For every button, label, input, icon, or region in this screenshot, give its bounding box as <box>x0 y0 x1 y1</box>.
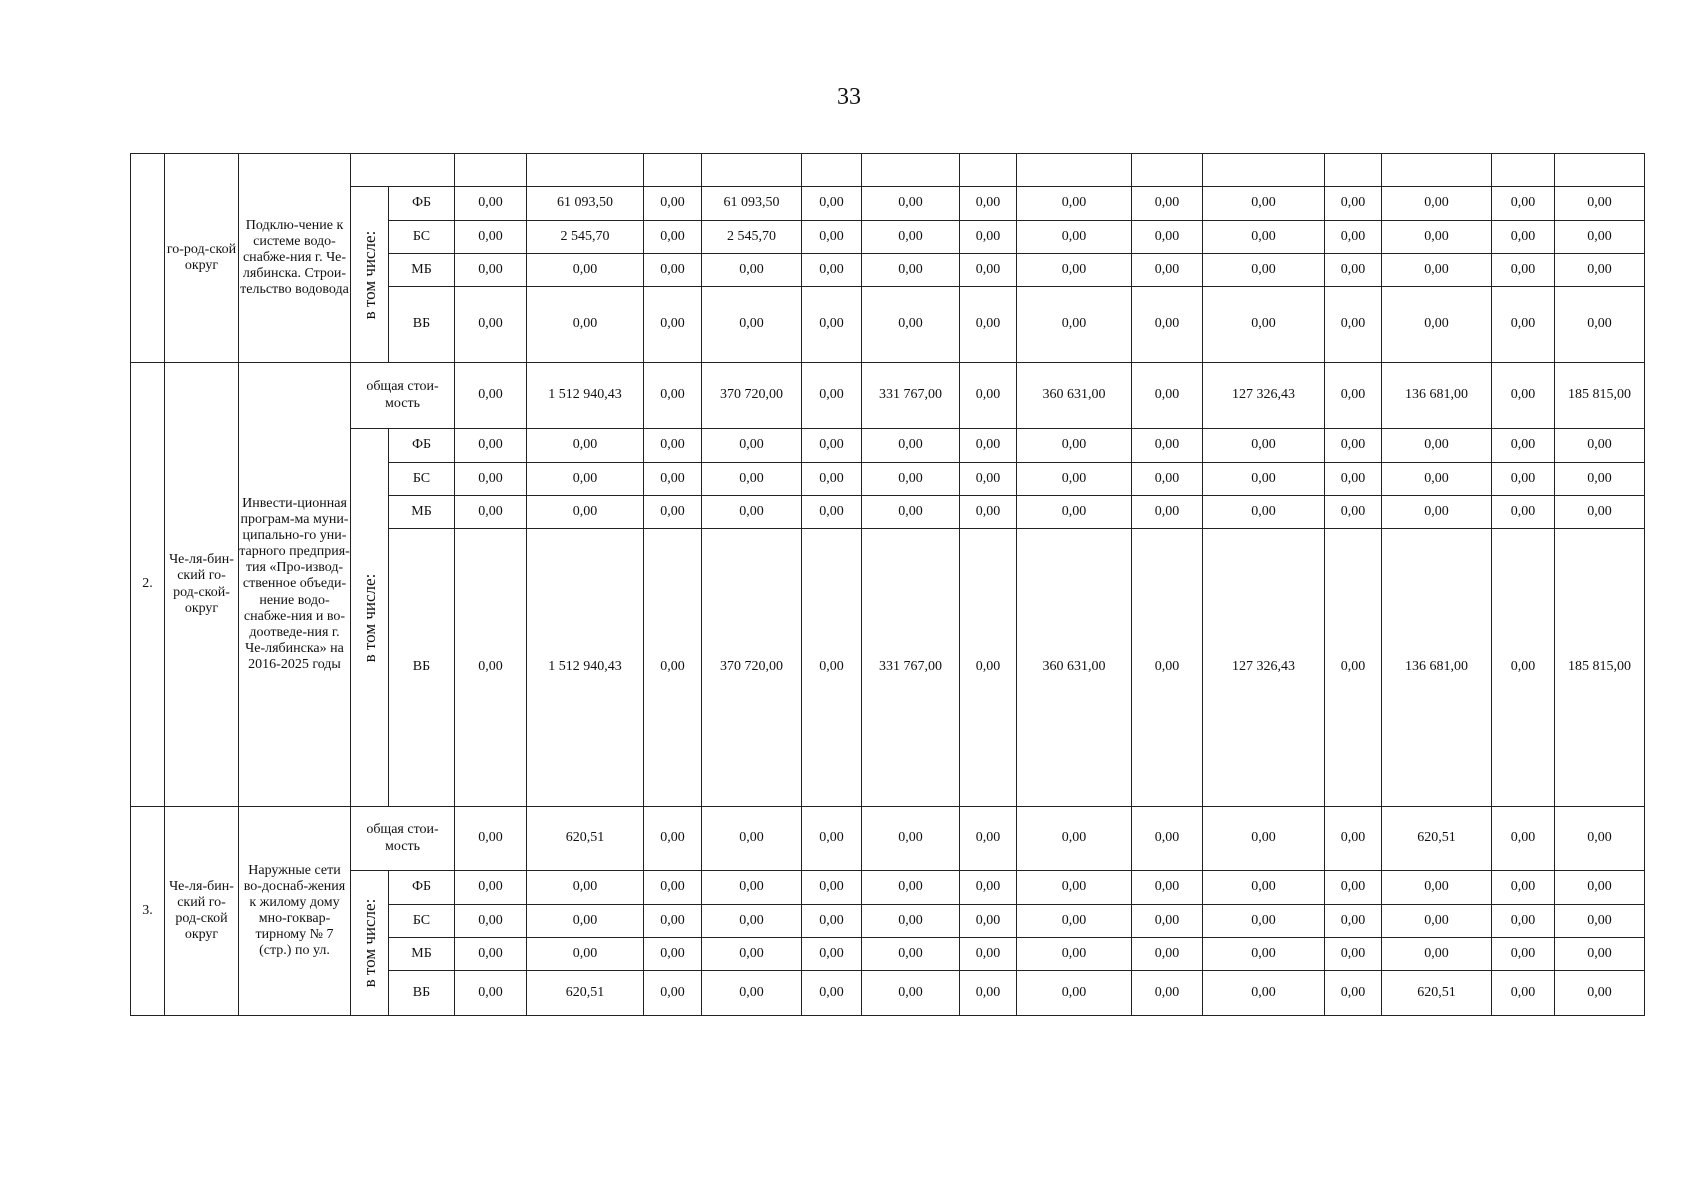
value-cell: 0,00 <box>1492 871 1555 905</box>
value-cell: 360 631,00 <box>1017 529 1132 807</box>
value-cell: 0,00 <box>1203 429 1325 463</box>
value-cell: 0,00 <box>1325 187 1382 221</box>
value-cell: 0,00 <box>802 807 862 871</box>
funding-source-code: ФБ <box>389 871 455 905</box>
value-cell: 0,00 <box>802 429 862 463</box>
value-cell: 0,00 <box>960 938 1017 971</box>
value-cell: 0,00 <box>455 807 527 871</box>
value-cell: 0,00 <box>1382 463 1492 496</box>
value-cell: 0,00 <box>960 807 1017 871</box>
value-cell: 0,00 <box>802 971 862 1016</box>
including-label-cell <box>351 187 389 363</box>
funding-source-code: ФБ <box>389 429 455 463</box>
value-cell: 620,51 <box>1382 971 1492 1016</box>
value-cell: 0,00 <box>862 871 960 905</box>
value-cell: 0,00 <box>960 529 1017 807</box>
value-cell: 0,00 <box>960 363 1017 429</box>
value-cell: 0,00 <box>1017 496 1132 529</box>
value-cell: 0,00 <box>960 871 1017 905</box>
funding-source-code: МБ <box>389 496 455 529</box>
funding-source-code: ФБ <box>389 187 455 221</box>
value-cell: 0,00 <box>960 496 1017 529</box>
value-cell: 0,00 <box>702 429 802 463</box>
value-cell: 0,00 <box>862 221 960 254</box>
row-number: 2. <box>131 363 165 807</box>
value-cell: 0,00 <box>862 254 960 287</box>
value-cell: 0,00 <box>1017 938 1132 971</box>
value-cell: 0,00 <box>1492 429 1555 463</box>
value-cell: 0,00 <box>1555 871 1645 905</box>
value-cell: 185 815,00 <box>1555 529 1645 807</box>
funding-source-code: БС <box>389 221 455 254</box>
table-row <box>131 429 1645 463</box>
value-cell: 0,00 <box>1203 287 1325 363</box>
value-cell: 0,00 <box>1017 807 1132 871</box>
value-cell: 0,00 <box>802 463 862 496</box>
value-cell: 0,00 <box>1382 871 1492 905</box>
value-cell: 0,00 <box>1382 287 1492 363</box>
value-cell: 2 545,70 <box>527 221 644 254</box>
including-label-cell <box>351 429 389 807</box>
value-cell: 0,00 <box>455 429 527 463</box>
value-cell: 0,00 <box>960 221 1017 254</box>
empty-cell <box>862 154 960 187</box>
value-cell: 0,00 <box>1203 905 1325 938</box>
including-label-cell <box>351 871 389 1016</box>
value-cell: 0,00 <box>1017 905 1132 938</box>
including-label: в том числе: <box>359 898 379 988</box>
value-cell: 0,00 <box>702 938 802 971</box>
value-cell: 0,00 <box>1492 971 1555 1016</box>
value-cell: 0,00 <box>1555 187 1645 221</box>
funding-source-code: ВБ <box>389 529 455 807</box>
value-cell: 0,00 <box>702 496 802 529</box>
value-cell: 0,00 <box>1555 429 1645 463</box>
empty-cell <box>527 154 644 187</box>
value-cell: 0,00 <box>1492 221 1555 254</box>
empty-cell <box>1325 154 1382 187</box>
value-cell: 0,00 <box>1325 429 1382 463</box>
value-cell: 0,00 <box>1382 905 1492 938</box>
value-cell: 0,00 <box>644 529 702 807</box>
value-cell: 0,00 <box>1132 496 1203 529</box>
value-cell: 0,00 <box>802 938 862 971</box>
empty-cell <box>351 154 455 187</box>
empty-cell <box>1555 154 1645 187</box>
value-cell: 0,00 <box>1492 938 1555 971</box>
value-cell: 0,00 <box>1492 287 1555 363</box>
value-cell: 0,00 <box>702 871 802 905</box>
value-cell: 0,00 <box>644 254 702 287</box>
table-row <box>131 187 1645 221</box>
table-row <box>131 363 1645 429</box>
value-cell: 0,00 <box>802 221 862 254</box>
value-cell: 0,00 <box>960 254 1017 287</box>
value-cell: 0,00 <box>1132 254 1203 287</box>
value-cell: 127 326,43 <box>1203 529 1325 807</box>
table-row <box>131 807 1645 871</box>
value-cell: 0,00 <box>1492 463 1555 496</box>
value-cell: 0,00 <box>644 187 702 221</box>
value-cell: 0,00 <box>862 187 960 221</box>
value-cell: 620,51 <box>1382 807 1492 871</box>
municipality-cell: Че-ля-бин-ский го-род-ской округ <box>165 807 239 1016</box>
value-cell: 0,00 <box>1325 496 1382 529</box>
value-cell: 0,00 <box>1555 971 1645 1016</box>
value-cell: 620,51 <box>527 807 644 871</box>
value-cell: 370 720,00 <box>702 363 802 429</box>
value-cell: 0,00 <box>702 971 802 1016</box>
value-cell: 0,00 <box>702 287 802 363</box>
value-cell: 0,00 <box>1203 496 1325 529</box>
empty-cell <box>644 154 702 187</box>
value-cell: 0,00 <box>1203 187 1325 221</box>
value-cell: 0,00 <box>702 905 802 938</box>
value-cell: 185 815,00 <box>1555 363 1645 429</box>
value-cell: 0,00 <box>862 429 960 463</box>
value-cell: 331 767,00 <box>862 363 960 429</box>
value-cell: 0,00 <box>527 938 644 971</box>
value-cell: 0,00 <box>1555 938 1645 971</box>
value-cell: 0,00 <box>1017 971 1132 1016</box>
value-cell: 0,00 <box>1132 529 1203 807</box>
value-cell: 0,00 <box>1017 254 1132 287</box>
value-cell: 0,00 <box>702 463 802 496</box>
value-cell: 0,00 <box>802 871 862 905</box>
value-cell: 0,00 <box>862 905 960 938</box>
value-cell: 0,00 <box>1017 871 1132 905</box>
value-cell: 0,00 <box>1555 463 1645 496</box>
empty-cell <box>1017 154 1132 187</box>
empty-cell <box>1492 154 1555 187</box>
empty-cell <box>802 154 862 187</box>
value-cell: 0,00 <box>455 287 527 363</box>
value-cell: 0,00 <box>1132 221 1203 254</box>
page-number: 33 <box>837 84 861 110</box>
value-cell: 0,00 <box>1017 429 1132 463</box>
value-cell: 0,00 <box>1492 529 1555 807</box>
value-cell: 0,00 <box>1492 807 1555 871</box>
value-cell: 0,00 <box>1382 221 1492 254</box>
including-label: в том числе: <box>359 230 379 319</box>
value-cell: 0,00 <box>455 363 527 429</box>
value-cell: 0,00 <box>802 905 862 938</box>
funding-source-code: МБ <box>389 254 455 287</box>
value-cell: 0,00 <box>527 463 644 496</box>
empty-cell <box>1382 154 1492 187</box>
value-cell: 0,00 <box>455 971 527 1016</box>
value-cell: 0,00 <box>960 905 1017 938</box>
value-cell: 0,00 <box>1492 254 1555 287</box>
value-cell: 0,00 <box>1325 463 1382 496</box>
value-cell: 0,00 <box>802 287 862 363</box>
municipality-cell: Че-ля-бин-ский го-род-ской-округ <box>165 363 239 807</box>
value-cell: 0,00 <box>1017 463 1132 496</box>
value-cell: 0,00 <box>862 938 960 971</box>
value-cell: 0,00 <box>1555 254 1645 287</box>
value-cell: 0,00 <box>1203 463 1325 496</box>
value-cell: 0,00 <box>1555 807 1645 871</box>
value-cell: 0,00 <box>644 905 702 938</box>
value-cell: 0,00 <box>802 254 862 287</box>
value-cell: 0,00 <box>1017 187 1132 221</box>
value-cell: 0,00 <box>644 938 702 971</box>
value-cell: 0,00 <box>1132 905 1203 938</box>
value-cell: 0,00 <box>644 496 702 529</box>
value-cell: 0,00 <box>1203 971 1325 1016</box>
funding-source-code: МБ <box>389 938 455 971</box>
value-cell: 0,00 <box>527 429 644 463</box>
funding-source-code: ВБ <box>389 971 455 1016</box>
value-cell: 0,00 <box>1492 187 1555 221</box>
empty-cell <box>1203 154 1325 187</box>
funding-table <box>130 153 1645 1016</box>
value-cell: 0,00 <box>1132 287 1203 363</box>
value-cell: 0,00 <box>1325 529 1382 807</box>
value-cell: 331 767,00 <box>862 529 960 807</box>
value-cell: 0,00 <box>1325 221 1382 254</box>
value-cell: 370 720,00 <box>702 529 802 807</box>
project-name-cell: Наружные сети во-доснаб-жения к жилому дому мно-гоквар-тирному № 7 (стр.) по ул. <box>239 807 351 1016</box>
value-cell: 0,00 <box>1382 496 1492 529</box>
including-label: в том числе: <box>359 573 379 662</box>
value-cell: 0,00 <box>960 287 1017 363</box>
value-cell: 0,00 <box>960 429 1017 463</box>
value-cell: 0,00 <box>455 221 527 254</box>
value-cell: 0,00 <box>1132 971 1203 1016</box>
value-cell: 620,51 <box>527 971 644 1016</box>
value-cell: 0,00 <box>802 529 862 807</box>
value-cell: 0,00 <box>960 971 1017 1016</box>
value-cell: 0,00 <box>1325 871 1382 905</box>
value-cell: 0,00 <box>1203 938 1325 971</box>
funding-source-code: ВБ <box>389 287 455 363</box>
value-cell: 0,00 <box>1382 429 1492 463</box>
value-cell: 0,00 <box>1132 871 1203 905</box>
row-number: 3. <box>131 807 165 1016</box>
value-cell: 0,00 <box>644 429 702 463</box>
empty-cell <box>702 154 802 187</box>
value-cell: 0,00 <box>455 463 527 496</box>
value-cell: 0,00 <box>802 496 862 529</box>
value-cell: 0,00 <box>1325 807 1382 871</box>
value-cell: 0,00 <box>1132 463 1203 496</box>
value-cell: 0,00 <box>1203 807 1325 871</box>
value-cell: 0,00 <box>1132 363 1203 429</box>
value-cell: 1 512 940,43 <box>527 363 644 429</box>
value-cell: 136 681,00 <box>1382 363 1492 429</box>
table-body <box>131 154 1645 1016</box>
value-cell: 0,00 <box>960 187 1017 221</box>
table-row <box>131 871 1645 905</box>
value-cell: 0,00 <box>455 938 527 971</box>
value-cell: 0,00 <box>1203 221 1325 254</box>
value-cell: 0,00 <box>1555 905 1645 938</box>
value-cell: 0,00 <box>527 254 644 287</box>
empty-cell <box>960 154 1017 187</box>
value-cell: 0,00 <box>644 871 702 905</box>
value-cell: 0,00 <box>644 807 702 871</box>
value-cell: 0,00 <box>527 496 644 529</box>
value-cell: 0,00 <box>802 187 862 221</box>
value-cell: 0,00 <box>802 363 862 429</box>
value-cell: 0,00 <box>644 221 702 254</box>
value-cell: 0,00 <box>1555 287 1645 363</box>
value-cell: 61 093,50 <box>702 187 802 221</box>
empty-cell <box>1132 154 1203 187</box>
value-cell: 0,00 <box>1382 254 1492 287</box>
value-cell: 0,00 <box>702 807 802 871</box>
value-cell: 0,00 <box>1325 971 1382 1016</box>
value-cell: 0,00 <box>1555 221 1645 254</box>
value-cell: 0,00 <box>1325 254 1382 287</box>
value-cell: 0,00 <box>862 971 960 1016</box>
value-cell: 0,00 <box>1132 429 1203 463</box>
value-cell: 61 093,50 <box>527 187 644 221</box>
value-cell: 0,00 <box>1492 496 1555 529</box>
value-cell: 0,00 <box>1132 807 1203 871</box>
project-name-cell: Инвести-ционная програм-ма муни-ципально-го уни-тарного предприя-тия «Про-извод-ственное объеди-нение водо-снабже-ния и во-доотведе-ния г. Че-лябинска» на 2016-2025 годы <box>239 363 351 807</box>
value-cell: 0,00 <box>702 254 802 287</box>
value-cell: 0,00 <box>1555 496 1645 529</box>
value-cell: 2 545,70 <box>702 221 802 254</box>
value-cell: 360 631,00 <box>1017 363 1132 429</box>
value-cell: 0,00 <box>1325 287 1382 363</box>
value-cell: 0,00 <box>455 254 527 287</box>
value-cell: 0,00 <box>1325 905 1382 938</box>
value-cell: 0,00 <box>455 187 527 221</box>
total-cost-label: общая стои-мость <box>351 807 455 871</box>
value-cell: 0,00 <box>527 287 644 363</box>
value-cell: 0,00 <box>527 905 644 938</box>
value-cell: 0,00 <box>455 871 527 905</box>
total-cost-label: общая стои-мость <box>351 363 455 429</box>
value-cell: 136 681,00 <box>1382 529 1492 807</box>
empty-cell <box>455 154 527 187</box>
value-cell: 0,00 <box>862 463 960 496</box>
value-cell: 0,00 <box>1017 287 1132 363</box>
value-cell: 0,00 <box>1325 938 1382 971</box>
value-cell: 0,00 <box>644 463 702 496</box>
value-cell: 0,00 <box>1203 871 1325 905</box>
value-cell: 0,00 <box>527 871 644 905</box>
value-cell: 0,00 <box>455 905 527 938</box>
value-cell: 0,00 <box>1132 187 1203 221</box>
value-cell: 0,00 <box>960 463 1017 496</box>
row-number <box>131 154 165 363</box>
value-cell: 0,00 <box>1492 363 1555 429</box>
value-cell: 127 326,43 <box>1203 363 1325 429</box>
value-cell: 0,00 <box>644 971 702 1016</box>
value-cell: 0,00 <box>455 496 527 529</box>
funding-source-code: БС <box>389 463 455 496</box>
value-cell: 0,00 <box>1203 254 1325 287</box>
value-cell: 0,00 <box>1492 905 1555 938</box>
project-name-cell: Подклю-чение к системе водо-снабже-ния г. Че-лябинска. Строи-тельство водовода <box>239 154 351 363</box>
value-cell: 0,00 <box>1325 363 1382 429</box>
value-cell: 0,00 <box>862 496 960 529</box>
value-cell: 0,00 <box>862 287 960 363</box>
value-cell: 0,00 <box>1382 938 1492 971</box>
value-cell: 0,00 <box>455 529 527 807</box>
value-cell: 0,00 <box>644 287 702 363</box>
value-cell: 0,00 <box>1017 221 1132 254</box>
value-cell: 0,00 <box>1132 938 1203 971</box>
table-row <box>131 154 1645 187</box>
value-cell: 0,00 <box>644 363 702 429</box>
value-cell: 0,00 <box>1382 187 1492 221</box>
value-cell: 1 512 940,43 <box>527 529 644 807</box>
value-cell: 0,00 <box>862 807 960 871</box>
municipality-cell: го-род-ской округ <box>165 154 239 363</box>
funding-source-code: БС <box>389 905 455 938</box>
